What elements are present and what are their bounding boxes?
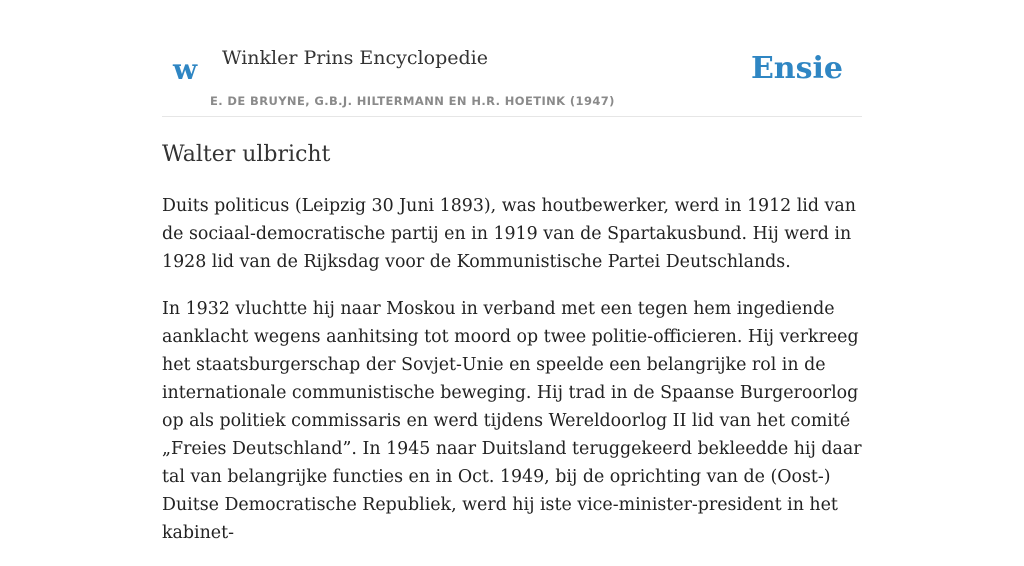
- winkler-prins-logo-icon[interactable]: w: [173, 53, 198, 86]
- source-authors: E. DE BRUYNE, G.B.J. HILTERMANN EN H.R. HOETINK (1947): [210, 94, 615, 108]
- source-header: [162, 0, 862, 117]
- article-title: Walter ulbricht: [162, 142, 331, 167]
- article-body: [162, 192, 862, 547]
- article-paragraph: In 1932 vluchtte hij naar Moskou in verband met een tegen hem ingediende aanklacht wegens aanhitsing tot moord op twee politie-officieren. Hij verkreeg het staatsburgerschap der Sovjet-Unie en speelde een belangrijke rol in de internationale communistische beweging. Hij trad in de Spaanse Burgeroorlog op als politiek commissaris en werd tijdens Wereldoorlog II lid van het comité „Freies Deutschland”. In 1945 naar Duitsland teruggekeerd bekleedde hij daar tal van belangrijke functies en in Oct. 1949, bij de oprichting van de (Oost-) Duitse Democratische Republiek, werd hij iste vice-minister-president in het kabinet-: [162, 299, 862, 543]
- article-paragraph: Duits politicus (Leipzig 30 Juni 1893), was houtbewerker, werd in 1912 lid van de sociaal-democratische partij en in 1919 van de Spartakusbund. Hij werd in 1928 lid van de Rijksdag voor de Kommunistische Partei Deutschlands.: [162, 196, 856, 272]
- source-title-link[interactable]: Winkler Prins Encyclopedie: [222, 47, 488, 69]
- article: [162, 136, 862, 566]
- ensie-logo[interactable]: Ensie: [750, 51, 843, 86]
